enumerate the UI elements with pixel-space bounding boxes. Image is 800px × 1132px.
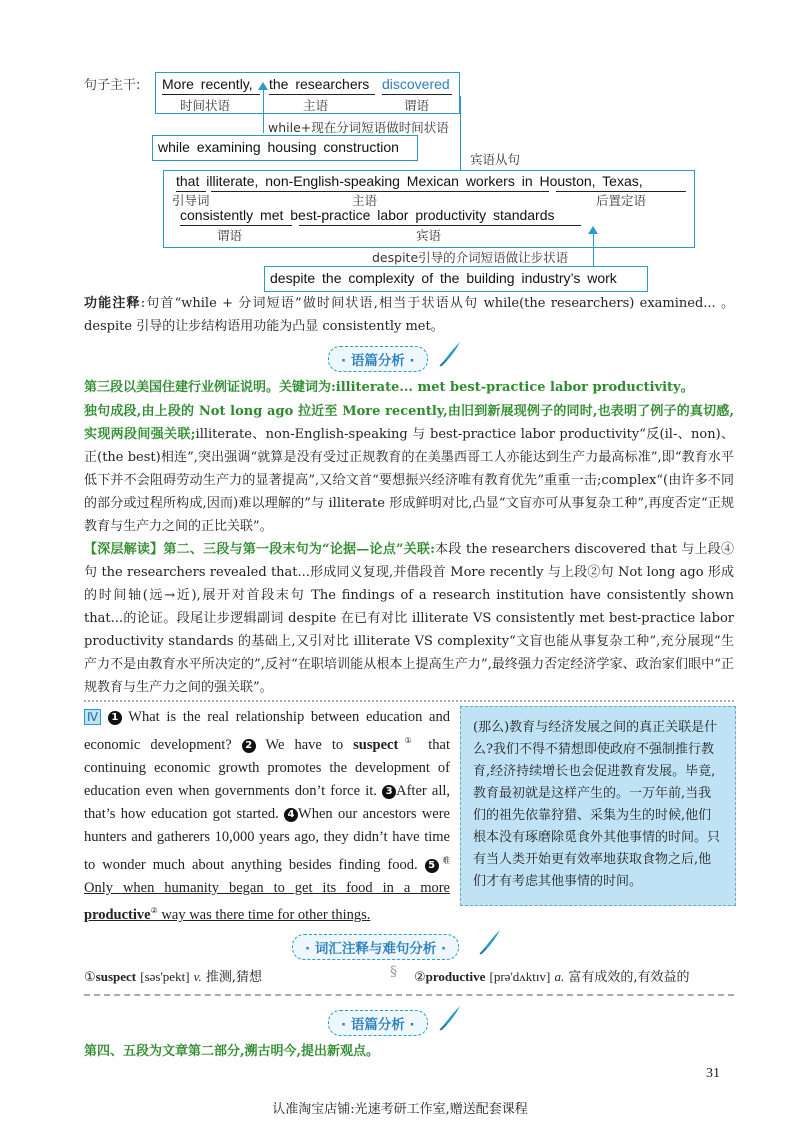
footnote-ref-2: ② — [150, 906, 158, 916]
difficult-mark: 难 — [438, 855, 451, 865]
feather-pen-icon — [476, 928, 502, 956]
vocab-def: 富有成效的,有效益的 — [568, 970, 690, 985]
section1-para2 — [84, 400, 734, 538]
verb-text: discovered — [382, 76, 450, 92]
underline — [162, 94, 260, 95]
discourse-analysis-pill: · 语篇分析 · — [328, 346, 428, 372]
vocab-def: 推测,猜想 — [205, 970, 263, 985]
sentence-number-2: 2 — [242, 739, 256, 753]
function-note — [84, 292, 734, 338]
sentence-4: When our ancestors were hunters and gatherers 10,000 years ago, they didn’t have time to wonder much about anything besides finding food. — [84, 805, 450, 873]
verb-label: 谓语 — [404, 98, 430, 113]
subject-text: the researchers — [269, 76, 370, 92]
vocab-ipa: [prə'dʌktɪv] — [489, 969, 551, 984]
that-label: 引导词 — [172, 193, 210, 208]
arrow-icon — [588, 226, 598, 234]
object-clause-note: 宾语从句 — [470, 152, 521, 167]
connector-line — [263, 88, 264, 133]
main-clause-label: 句子主干: — [84, 78, 141, 93]
while-note: while+现在分词短语做时间状语 — [268, 120, 449, 135]
underline — [269, 94, 375, 95]
section2-text — [84, 1040, 734, 1063]
section1-para2-bold: 独句成段,由上段的 Not long ago 拉近至 More recently,由旧到新展现例子的同时,也表明了例子的真切感,实现两段间强关联; — [84, 404, 734, 442]
divider — [84, 994, 734, 996]
clause-line1: that illiterate, non-English-speaking Mexican workers in Houston, Texas, — [176, 173, 643, 189]
footer-text: 认准淘宝店铺:光速考研工作室,赠送配套课程 — [272, 1102, 528, 1117]
section1-para1 — [84, 376, 734, 399]
vocab-pos: a. — [554, 969, 565, 984]
vocab-word-suspect: suspect — [353, 736, 399, 753]
adverbial-text: More recently, — [162, 76, 253, 92]
divider — [84, 700, 734, 702]
sentence-3: After all, that’s how education got started. — [84, 782, 450, 822]
section1-para3-bold: 【深层解读】第二、三段与第一段末句为“论据—论点”关联: — [84, 542, 435, 557]
underline — [382, 94, 452, 95]
section2-text-content: 第四、五段为文章第二部分,溯古明今,提出新观点。 — [84, 1044, 380, 1059]
sentence-5a: Only when humanity began to get its food in a more — [84, 879, 450, 896]
section1-para3 — [84, 538, 734, 699]
paragraph-marker: Ⅳ — [84, 709, 101, 725]
sentence-number-4: 4 — [284, 808, 298, 822]
translation-text: (那么)教育与经济发展之间的真正关联是什么?我们不得不猜想即使政府不强制推行教育,经济持续增长也会促进教育发展。毕竟,教育最初就是这样产生的。一万年前,当我们的祖先依靠狩猎、采集为生的时候,他们根本没有琢磨除觅食外其他事情的时间。只有当人类开始更有效率地获取食物之后,他们才有考虑其他事情的时间。 — [473, 720, 721, 889]
vocab-entry-2 — [414, 966, 690, 985]
sentence-5b: way was there time for other things. — [161, 907, 371, 924]
sentence-1: What is the real relationship between education and economic development? — [84, 709, 450, 753]
vocab-word: productive — [425, 969, 486, 984]
despite-note: despite引导的介词短语做让步状语 — [372, 250, 569, 265]
vocab-pill: · 词汇注释与难句分析 · — [292, 934, 459, 960]
while-phrase-text: while examining housing construction — [158, 139, 399, 155]
clause-verb-label: 谓语 — [217, 228, 243, 243]
clause-object-label: 宾语 — [416, 228, 442, 243]
translation-box — [460, 706, 736, 906]
footnote-ref-1: ① — [398, 736, 419, 745]
section1-para3-rest: 本段 the researchers discovered that 与上段④句 the researchers revealed that...形成同义复现,并借段首 More recently 与上段②句 Not long ago 形成的时间轴(远→近),展开对首段末句 The findings of a research institution have consistently shown that...的论证。段尾让步逻辑副词 despite 在已有对比 illiterate VS consistently met best-practice labor productivity standards 的基础上,又引对比 illiterate VS complexity“文盲也能从事复杂工种”,充分展现“生产力不是由教育水平所决定的”,反衬“在职培训能从根本上提高生产力”,最终强力否定经济学家、政治家们眼中“正规教育与生产力之间的强关联”。 — [84, 542, 734, 695]
underline — [211, 191, 549, 192]
sentence-number-5: 5 — [425, 859, 439, 873]
vocab-word-productive: productive — [84, 907, 151, 924]
passage-paragraph — [84, 706, 450, 927]
section1-para1-text: 第三段以美国住建行业例证说明。关键词为:illiterate... met best-practice labor productivity。 — [84, 380, 694, 395]
despite-phrase-text: despite the complexity of the building industry’s work — [270, 270, 617, 286]
discourse-analysis-pill-2: · 语篇分析 · — [328, 1010, 428, 1036]
vocab-word: suspect — [95, 969, 137, 984]
vocab-entry-1 — [84, 966, 262, 985]
feather-pen-icon — [436, 1004, 462, 1032]
function-note-label: 功能注释 — [84, 296, 141, 311]
vocab-num: ① — [84, 970, 96, 985]
clause-subject-label: 主语 — [352, 193, 378, 208]
adverbial-label: 时间状语 — [180, 98, 231, 113]
connector-line — [593, 230, 594, 266]
difficult-sentence — [84, 880, 450, 924]
sentence-number-1: 1 — [108, 711, 122, 725]
postmodifier-label: 后置定语 — [596, 193, 647, 208]
vocab-ipa: [səs'pekt] — [140, 969, 190, 984]
clause-line2: consistently met best-practice labor productivity standards — [180, 207, 555, 223]
arrow-icon — [258, 82, 268, 90]
sentence-2b: that continuing economic growth promotes the development of education even when governments don’t force it. — [84, 736, 450, 799]
sentence-2a: We have to — [265, 736, 344, 753]
vocab-num: ② — [414, 970, 426, 985]
feather-pen-icon — [436, 340, 462, 368]
divider-icon: § — [390, 964, 397, 980]
section1-para2-rest: illiterate、non-English-speaking 与 best-practice labor productivity“反(il-、non)、正(the best)相连”,突出强调“就算是没有受过正规教育的在美墨西哥工人亦能达到生产力最高标准”,即“教育水平低下并不会阻碍劳动生产力的显著提高”,又给文首“要想振兴经济唯有教育优先”重重一击;complex“(由许多不同的部分或过程所构成,因而)难以理解的”与 illiterate 形成鲜明对比,凸显“文盲亦可从事复杂工种”,再度否定“正规教育与生产力之间的正比关联”。 — [84, 427, 734, 534]
sentence-number-3: 3 — [382, 785, 396, 799]
connector-line — [460, 96, 461, 170]
subject-label: 主语 — [303, 98, 329, 113]
function-note-text: :句首“while + 分词短语”做时间状语,相当于状语从句 while(the researchers) examined... 。despite 引导的让步结构语用功能为凸显 consistently met。 — [84, 296, 734, 334]
vocab-pos: v. — [193, 969, 202, 984]
page-number: 31 — [706, 1066, 720, 1081]
